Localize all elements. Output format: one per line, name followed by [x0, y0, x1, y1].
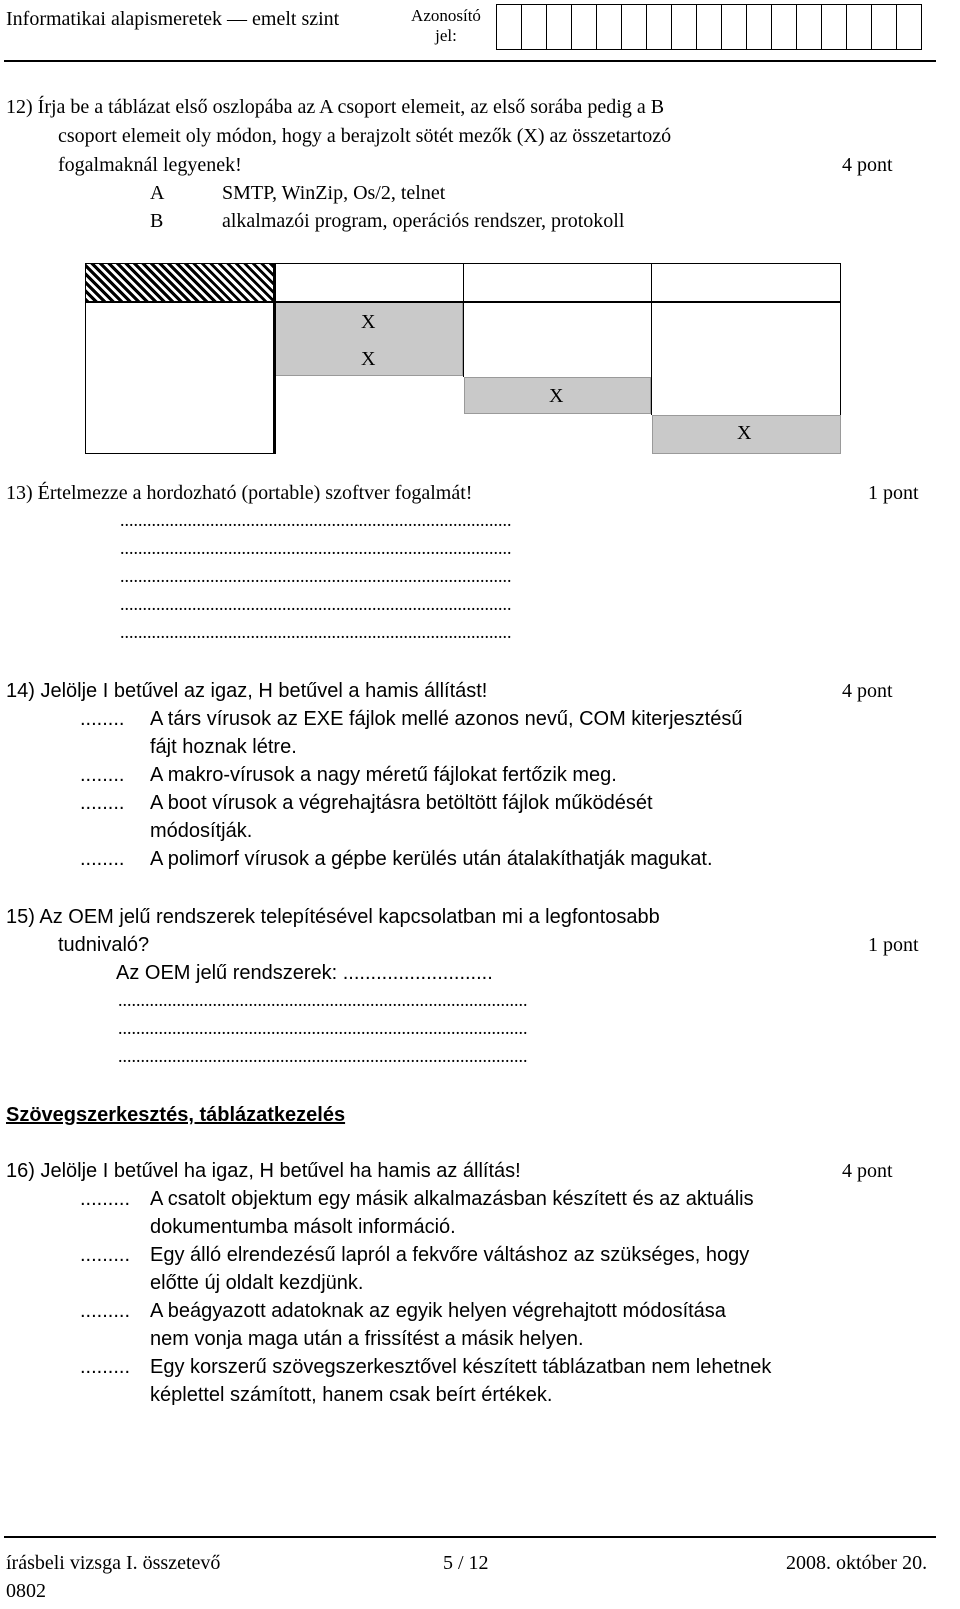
- footer-left: írásbeli vizsga I. összetevő: [6, 1552, 221, 1574]
- q12-b-label: B: [150, 210, 164, 232]
- tf-answer-blank[interactable]: .........: [80, 1300, 131, 1322]
- hatched-corner-cell: [85, 263, 274, 301]
- id-box[interactable]: [671, 4, 697, 50]
- id-box[interactable]: [771, 4, 797, 50]
- id-box[interactable]: [621, 4, 647, 50]
- id-box[interactable]: [821, 4, 847, 50]
- q15-line2: tudnivaló?: [58, 934, 150, 956]
- q12-a-items: SMTP, WinZip, Os/2, telnet: [222, 182, 446, 204]
- id-box[interactable]: [796, 4, 822, 50]
- grid-line: [85, 453, 275, 454]
- statement-text: dokumentumba másolt információ.: [150, 1216, 456, 1238]
- q16-question: 16) Jelölje I betűvel ha igaz, H betűvel ha hamis az állítás!: [6, 1160, 521, 1182]
- statement-text: Egy álló elrendezésű lapról a fekvőre váltáshoz az szükséges, hogy: [150, 1244, 750, 1266]
- statement-text: nem vonja maga után a frissítést a másik helyen.: [150, 1328, 584, 1350]
- grid-line: [840, 263, 841, 415]
- answer-line[interactable]: .......................................................................................: [120, 594, 512, 614]
- id-box[interactable]: [721, 4, 747, 50]
- id-label: [410, 6, 482, 46]
- q12-line1: 12) Írja be a táblázat első oszlopába az A csoport elemeit, az első sorába pedig a B: [6, 96, 665, 118]
- statement-text: módosítják.: [150, 820, 253, 842]
- q13-question: 13) Értelmezze a hordozható (portable) szoftver fogalmát!: [6, 482, 473, 504]
- statement-text: képlettel számított, hanem csak beírt értékek.: [150, 1384, 553, 1406]
- tf-answer-blank[interactable]: .........: [80, 1188, 131, 1210]
- id-box[interactable]: [521, 4, 547, 50]
- q12-a-label: A: [150, 182, 165, 204]
- id-box[interactable]: [746, 4, 772, 50]
- statement-text: A polimorf vírusok a gépbe kerülés után átalakíthatják magukat.: [150, 848, 713, 870]
- answer-line[interactable]: .......................................................................................: [120, 538, 512, 558]
- tf-answer-blank[interactable]: ........: [80, 792, 125, 814]
- statement-text: előtte új oldalt kezdjünk.: [150, 1272, 364, 1294]
- id-box[interactable]: [496, 4, 522, 50]
- q12-b-items: alkalmazói program, operációs rendszer, protokoll: [222, 210, 625, 232]
- id-box[interactable]: [871, 4, 897, 50]
- statement-text: fájt hoznak létre.: [150, 736, 297, 758]
- statement-text: A társ vírusok az EXE fájlok mellé azonos nevű, COM kiterjesztésű: [150, 708, 743, 730]
- header-title: Informatikai alapismeretek — emelt szint: [6, 8, 340, 30]
- id-box[interactable]: [646, 4, 672, 50]
- q16-points: 4 pont: [842, 1160, 893, 1182]
- answer-line[interactable]: .......................................................................................: [120, 622, 512, 642]
- footer-code: 0802: [6, 1580, 46, 1602]
- grid-line: [273, 263, 276, 454]
- footer-date: 2008. október 20.: [786, 1552, 928, 1574]
- q12-line2: csoport elemeit oly módon, hogy a berajzolt sötét mezők (X) az összetartozó: [58, 125, 672, 147]
- x-mark: X: [549, 385, 564, 407]
- page-number: 5 / 12: [443, 1552, 489, 1574]
- answer-line[interactable]: ...........................................................................................: [118, 1018, 528, 1038]
- x-mark: X: [737, 422, 752, 444]
- id-box[interactable]: [596, 4, 622, 50]
- tf-answer-blank[interactable]: ........: [80, 848, 125, 870]
- id-boxes: [497, 4, 922, 50]
- q14-points: 4 pont: [842, 680, 893, 702]
- grid-line: [651, 263, 652, 415]
- grid-line: [463, 263, 464, 377]
- id-label-line1: Azonosító: [411, 6, 481, 25]
- statement-text: Egy korszerű szövegszerkesztővel készített táblázatban nem lehetnek: [150, 1356, 772, 1378]
- footer-rule: [4, 1536, 936, 1538]
- q15-points: 1 pont: [868, 934, 919, 956]
- id-label-line2: jel:: [435, 26, 457, 45]
- id-box[interactable]: [571, 4, 597, 50]
- grid-line: [85, 263, 86, 454]
- section-heading: Szövegszerkesztés, táblázatkezelés: [6, 1104, 346, 1126]
- header-rule: [4, 60, 936, 62]
- statement-text: A beágyazott adatoknak az egyik helyen végrehajtott módosítása: [150, 1300, 726, 1322]
- statement-text: A makro-vírusok a nagy méretű fájlokat fertőzik meg.: [150, 764, 617, 786]
- answer-line[interactable]: .......................................................................................: [120, 566, 512, 586]
- id-box[interactable]: [896, 4, 922, 50]
- assignment-grid: [85, 263, 841, 454]
- x-mark: X: [361, 311, 376, 333]
- q15-answer-label[interactable]: Az OEM jelű rendszerek: ...........................: [116, 962, 493, 984]
- answer-line[interactable]: .......................................................................................: [120, 510, 512, 530]
- statement-text: A csatolt objektum egy másik alkalmazásban készített és az aktuális: [150, 1188, 754, 1210]
- q12-points: 4 pont: [842, 154, 893, 176]
- q13-points: 1 pont: [868, 482, 919, 504]
- q12-line3: fogalmaknál legyenek!: [58, 154, 242, 176]
- statement-text: A boot vírusok a végrehajtásra betöltött fájlok működését: [150, 792, 653, 814]
- x-mark: X: [361, 348, 376, 370]
- tf-answer-blank[interactable]: ........: [80, 708, 125, 730]
- q14-question: 14) Jelölje I betűvel az igaz, H betűvel a hamis állítást!: [6, 680, 488, 702]
- answer-line[interactable]: ...........................................................................................: [118, 1046, 528, 1066]
- tf-answer-blank[interactable]: .........: [80, 1356, 131, 1378]
- id-box[interactable]: [546, 4, 572, 50]
- id-box[interactable]: [696, 4, 722, 50]
- tf-answer-blank[interactable]: .........: [80, 1244, 131, 1266]
- answer-line[interactable]: ...........................................................................................: [118, 990, 528, 1010]
- tf-answer-blank[interactable]: ........: [80, 764, 125, 786]
- id-box[interactable]: [846, 4, 872, 50]
- q15-line1: 15) Az OEM jelű rendszerek telepítésével kapcsolatban mi a legfontosabb: [6, 906, 660, 928]
